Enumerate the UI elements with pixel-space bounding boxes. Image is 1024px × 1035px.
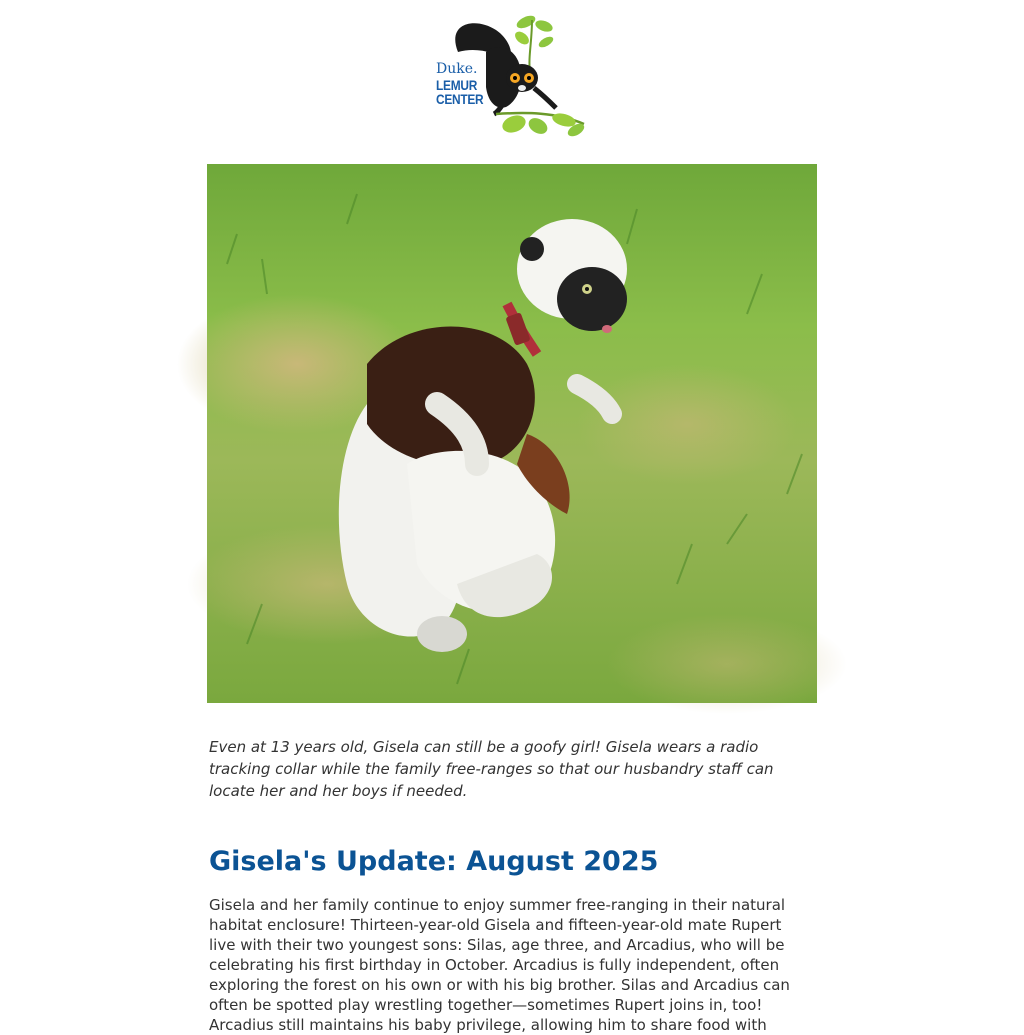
article-body: Gisela and her family continue to enjoy summer free-ranging in their natural habitat enclosure! Thirteen-year-old Gisela and fifteen-year-old mate Rupert live with their two youngest sons: Silas, age three, and Arcadius, who will be celebrating his first birthday in October. Arcadius is fully independent, often exploring the forest on his own or with his big brother. Silas and Arcadius can often be spotted play wrestling together—sometimes Rupert joins in, too! Arcadius still maintains his baby privilege, allowing him to share food with (209, 896, 790, 1034)
duke-lemur-center-logo[interactable] (436, 12, 590, 142)
logo-text (436, 62, 492, 106)
article-headline: Gisela's Update: August 2025 (209, 846, 659, 877)
logo-duke: Duke. (436, 61, 478, 77)
logo-center: CENTER (436, 91, 484, 107)
photo-caption: Even at 13 years old, Gisela can still be a goofy girl! Gisela wears a radio tracking collar while the family free-ranges so that our husbandry staff can locate her and her boys if needed. (209, 738, 774, 800)
hero-photo (207, 164, 817, 703)
sifaka-photo (207, 164, 817, 703)
logo-lemur: LEMUR (436, 77, 478, 93)
